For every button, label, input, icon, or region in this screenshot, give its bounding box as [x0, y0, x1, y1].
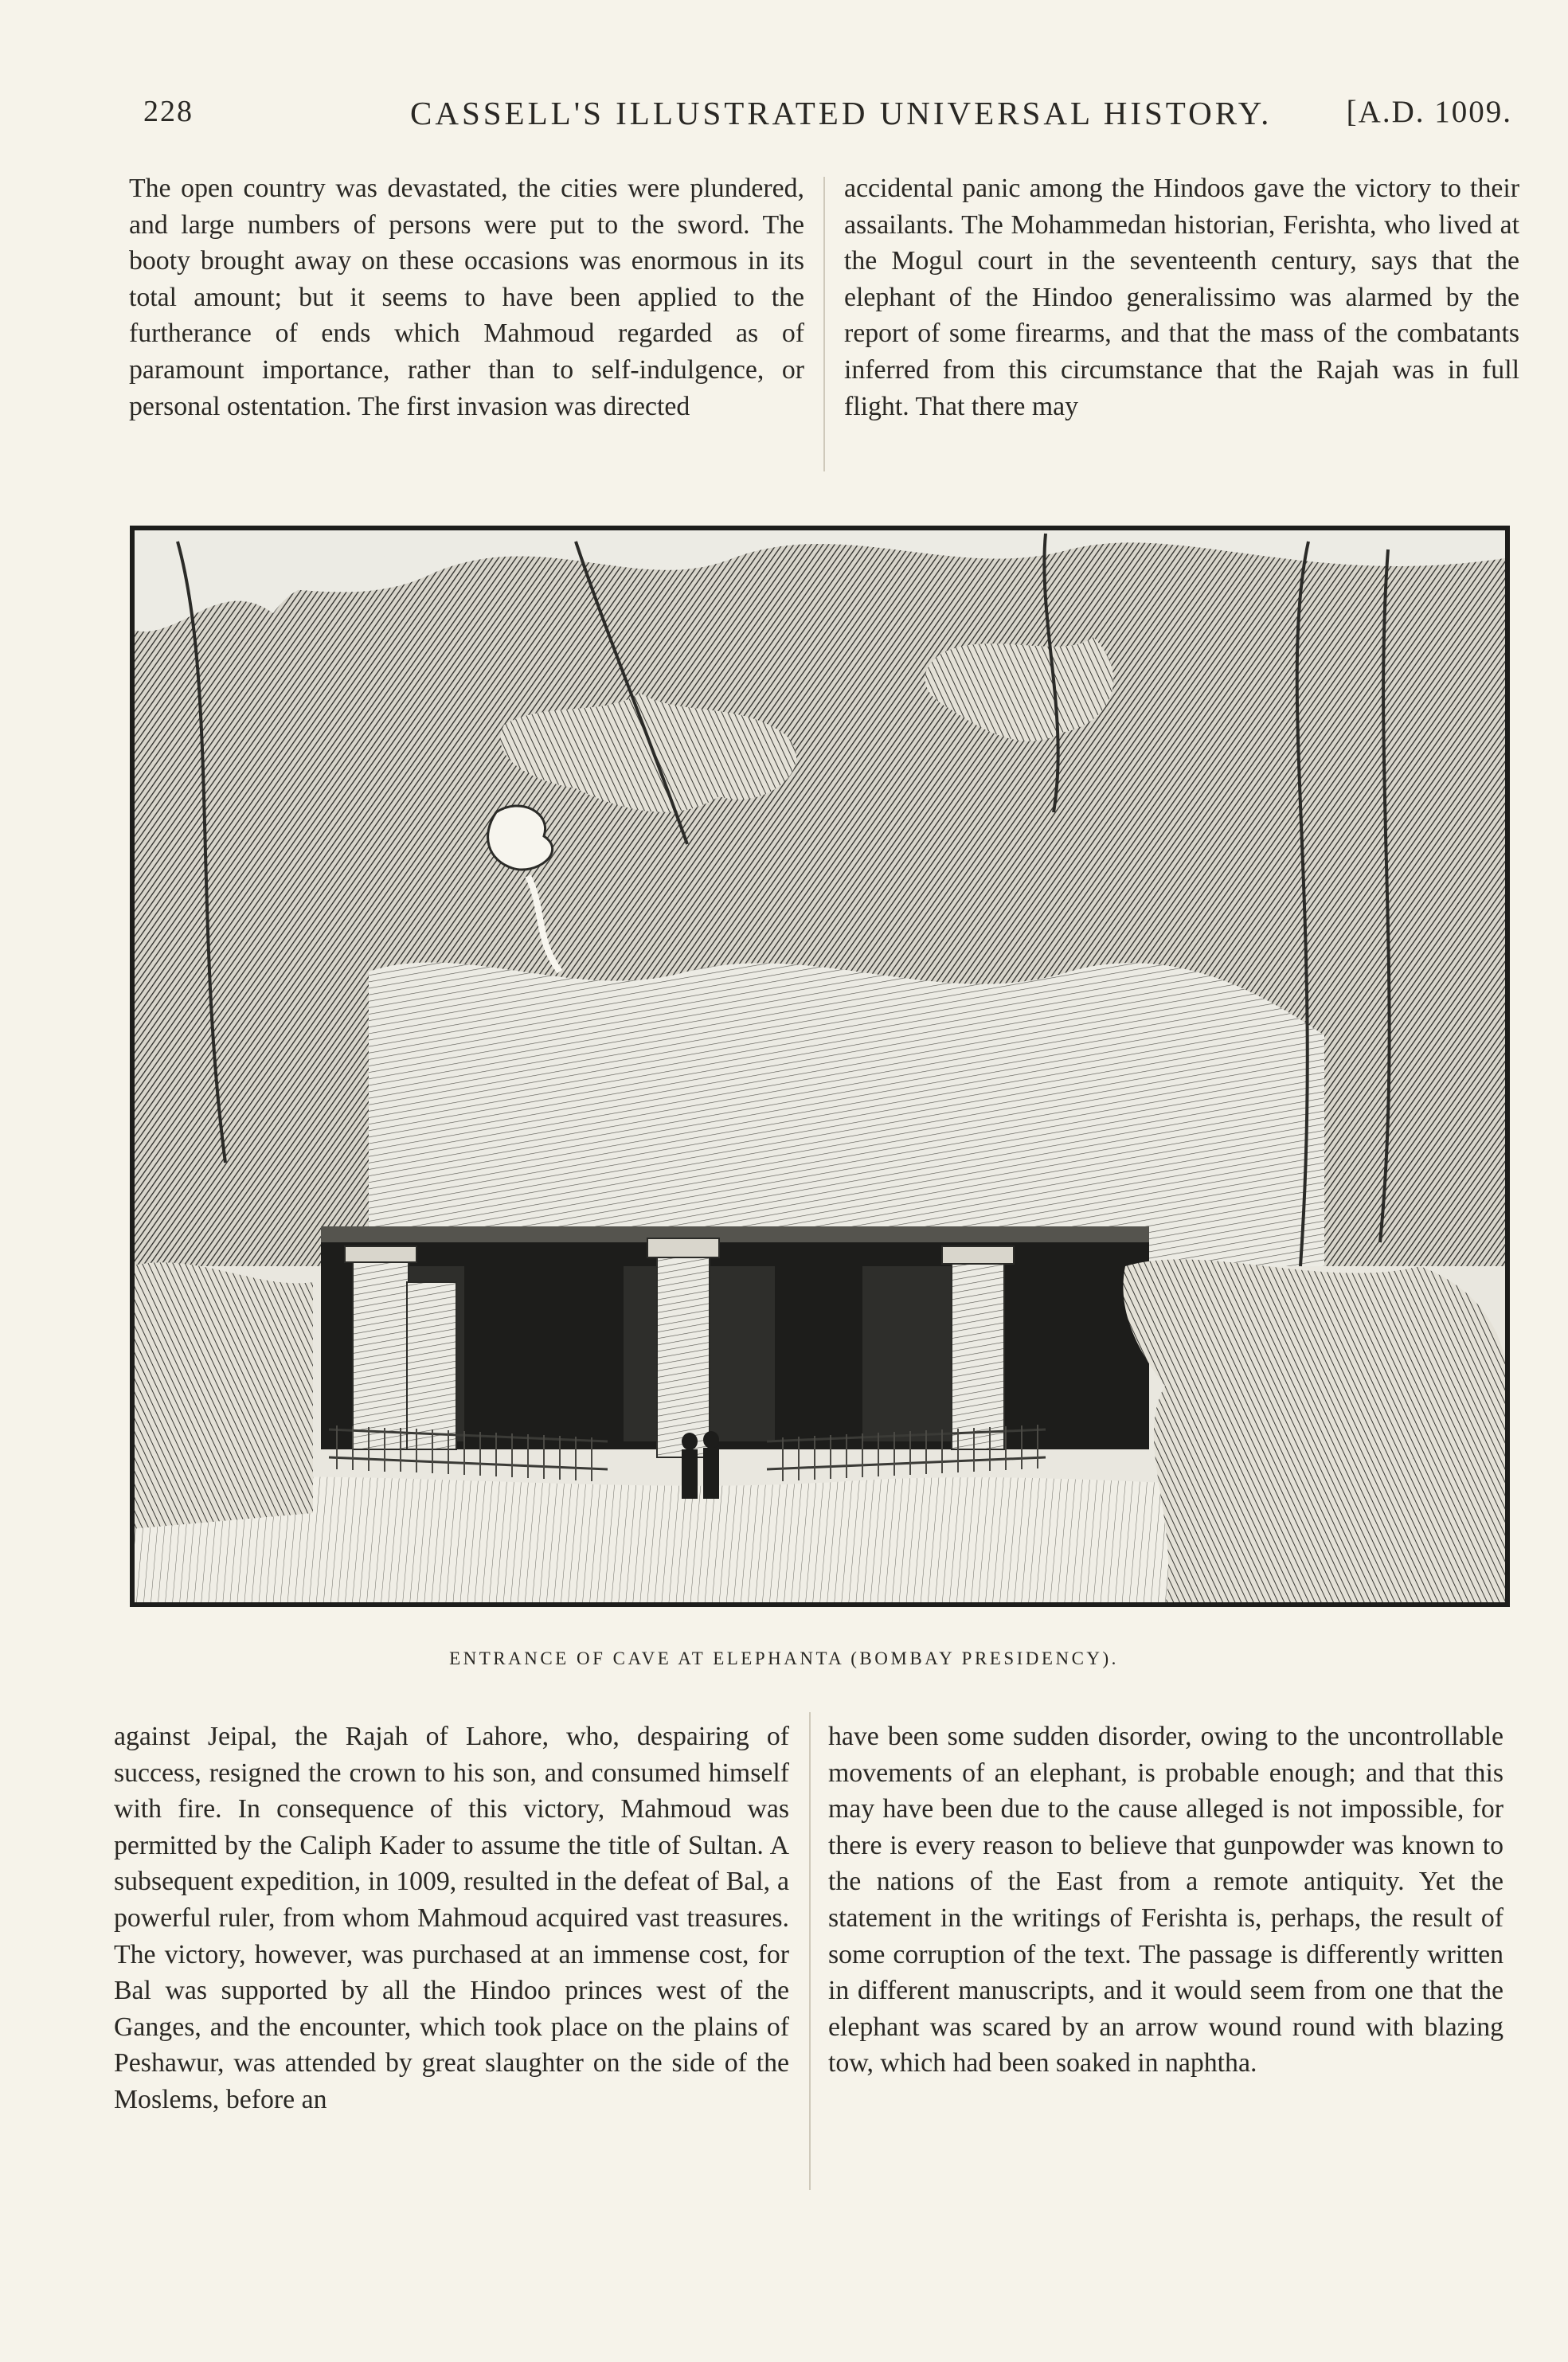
- figure-caption: ENTRANCE OF CAVE AT ELEPHANTA (BOMBAY PRESIDENCY).: [449, 1648, 1119, 1668]
- text-column-top-right: [844, 170, 1519, 424]
- paragraph-top-right: accidental panic among the Hindoos gave the victory to their assailants. The Mohammedan historian, Ferishta, who lived at the Mogul court in the seventeenth century, says that the elephant of the Hindoo generalissimo was alarmed by the report of some firearms, and that the mass of the combatants inferred from this circumstance that the Rajah was in full flight. That there may: [844, 174, 1519, 421]
- text-column-bottom-left: [114, 1719, 789, 2118]
- paragraph-bottom-left: against Jeipal, the Rajah of Lahore, who, despairing of success, resigned the crown to his son, and consumed himself with fire. In consequence of this victory, Mahmoud was permitted by the Caliph Kader to assume the title of Sultan. A subsequent expedition, in 1009, resulted in the defeat of Bal, a powerful ruler, from whom Mahmoud acquired vast treasures. The victory, however, was purchased at an immense cost, for Bal was supported by all the Hindoo princes west of the Ganges, and the encounter, which took place on the plains of Peshawur, was attended by great slaughter on the side of the Moslems, before an: [114, 1722, 789, 2114]
- engraving-illustration: [130, 526, 1510, 1607]
- column-rule-bottom: [809, 1712, 811, 2190]
- page-number: 228: [143, 95, 194, 128]
- text-column-bottom-right: [828, 1719, 1503, 2082]
- paragraph-top-left: The open country was devastated, the cities were plundered, and large numbers of persons were put to the sword. The booty brought away on these occasions was enormous in its total amount; but it seems to have been applied to the furtherance of ends which Mahmoud regarded as of paramount importance, rather than to self-indulgence, or personal ostentation. The first invasion was directed: [129, 174, 804, 421]
- column-rule-top: [823, 177, 825, 471]
- text-column-top-left: [129, 170, 804, 424]
- running-header: [143, 94, 1512, 142]
- header-date: [A.D. 1009.: [1346, 95, 1512, 129]
- running-title: CASSELL'S ILLUSTRATED UNIVERSAL HISTORY.: [410, 95, 1273, 131]
- cave-engraving: [130, 526, 1510, 1607]
- paragraph-bottom-right: have been some sudden disorder, owing to the uncontrollable movements of an elephant, is probable enough; and that this may have been due to the cause alleged is not impossible, for there is every reason to believe that gunpowder was known to the nations of the East from a remote antiquity. Yet the statement in the writings of Ferishta is, perhaps, the result of some corruption of the text. The passage is differently written in different manuscripts, and it would seem from one that the elephant was scared by an arrow wound round with blazing tow, which had been soaked in naphtha.: [828, 1722, 1503, 2078]
